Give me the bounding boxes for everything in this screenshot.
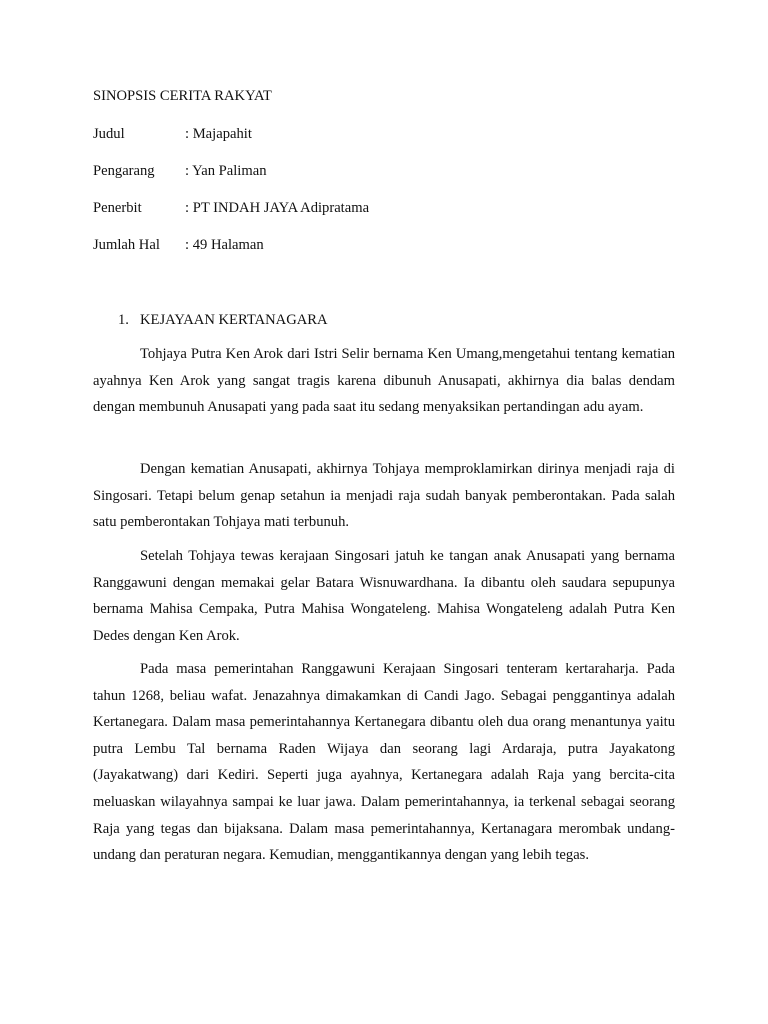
meta-value: : Majapahit (185, 126, 252, 142)
section-number: 1. (118, 312, 129, 328)
section-heading (118, 310, 328, 330)
meta-label: Jumlah Hal (93, 237, 160, 253)
meta-value: : Yan Paliman (185, 163, 267, 179)
meta-row-jumlah-hal (93, 235, 264, 255)
meta-row-penerbit (93, 198, 369, 218)
paragraph-4: Pada masa pemerintahan Ranggawuni Kerajaan Singosari tenteram kertaraharja. Pada tahun 1268, beliau wafat. Jenazahnya dimakamkan di Candi Jago. Sebagai penggantinya adalah Kertanegara. Dalam masa pemerintahannya Kertanegara dibantu oleh dua orang menantunya yaitu putra Lembu Tal bernama Raden Wijaya dan seorang lagi Ardaraja, putra Jayakatong (Jayakatwang) dari Kediri. Seperti juga ayahnya, Kertanegara adalah Raja yang bercita-cita meluaskan wilayahnya sampai ke luar jawa. Dalam pemerintahannya, ia terkenal sebagai seorang Raja yang tegas dan bijaksana. Dalam masa pemerintahannya, Kertanagara merombak undang-undang dan peraturan negara. Kemudian, menggantikannya dengan yang lebih tegas. (93, 661, 675, 864)
meta-label: Judul (93, 126, 125, 142)
meta-row-judul (93, 124, 252, 144)
meta-row-pengarang (93, 161, 267, 181)
paragraph-1: Tohjaya Putra Ken Arok dari Istri Selir bernama Ken Umang,mengetahui tentang kematian ayahnya Ken Arok yang sangat tragis karena dibunuh Anusapati, akhirnya dia balas dendam dengan membunuh Anusapati yang pada saat itu sedang menyaksikan pertandingan adu ayam. (93, 346, 675, 416)
meta-label: Penerbit (93, 200, 142, 216)
section-title: KEJAYAAN KERTANAGARA (140, 312, 328, 328)
paragraph-2: Dengan kematian Anusapati, akhirnya Tohjaya memproklamirkan dirinya menjadi raja di Singosari. Tetapi belum genap setahun ia menjadi raja sudah banyak pemberontakan. Pada salah satu pemberontakan Tohjaya mati terbunuh. (93, 461, 675, 531)
document-title: SINOPSIS CERITA RAKYAT (93, 88, 272, 104)
meta-label: Pengarang (93, 163, 155, 179)
meta-value: : 49 Halaman (185, 237, 264, 253)
meta-value: : PT INDAH JAYA Adipratama (185, 200, 370, 216)
paragraph-3: Setelah Tohjaya tewas kerajaan Singosari jatuh ke tangan anak Anusapati yang bernama Ranggawuni dengan memakai gelar Batara Wisnuwardhana. Ia dibantu oleh saudara sepupunya bernama Mahisa Cempaka, Putra Mahisa Wongateleng. Mahisa Wongateleng adalah Putra Ken Dedes dengan Ken Arok. (93, 548, 675, 644)
